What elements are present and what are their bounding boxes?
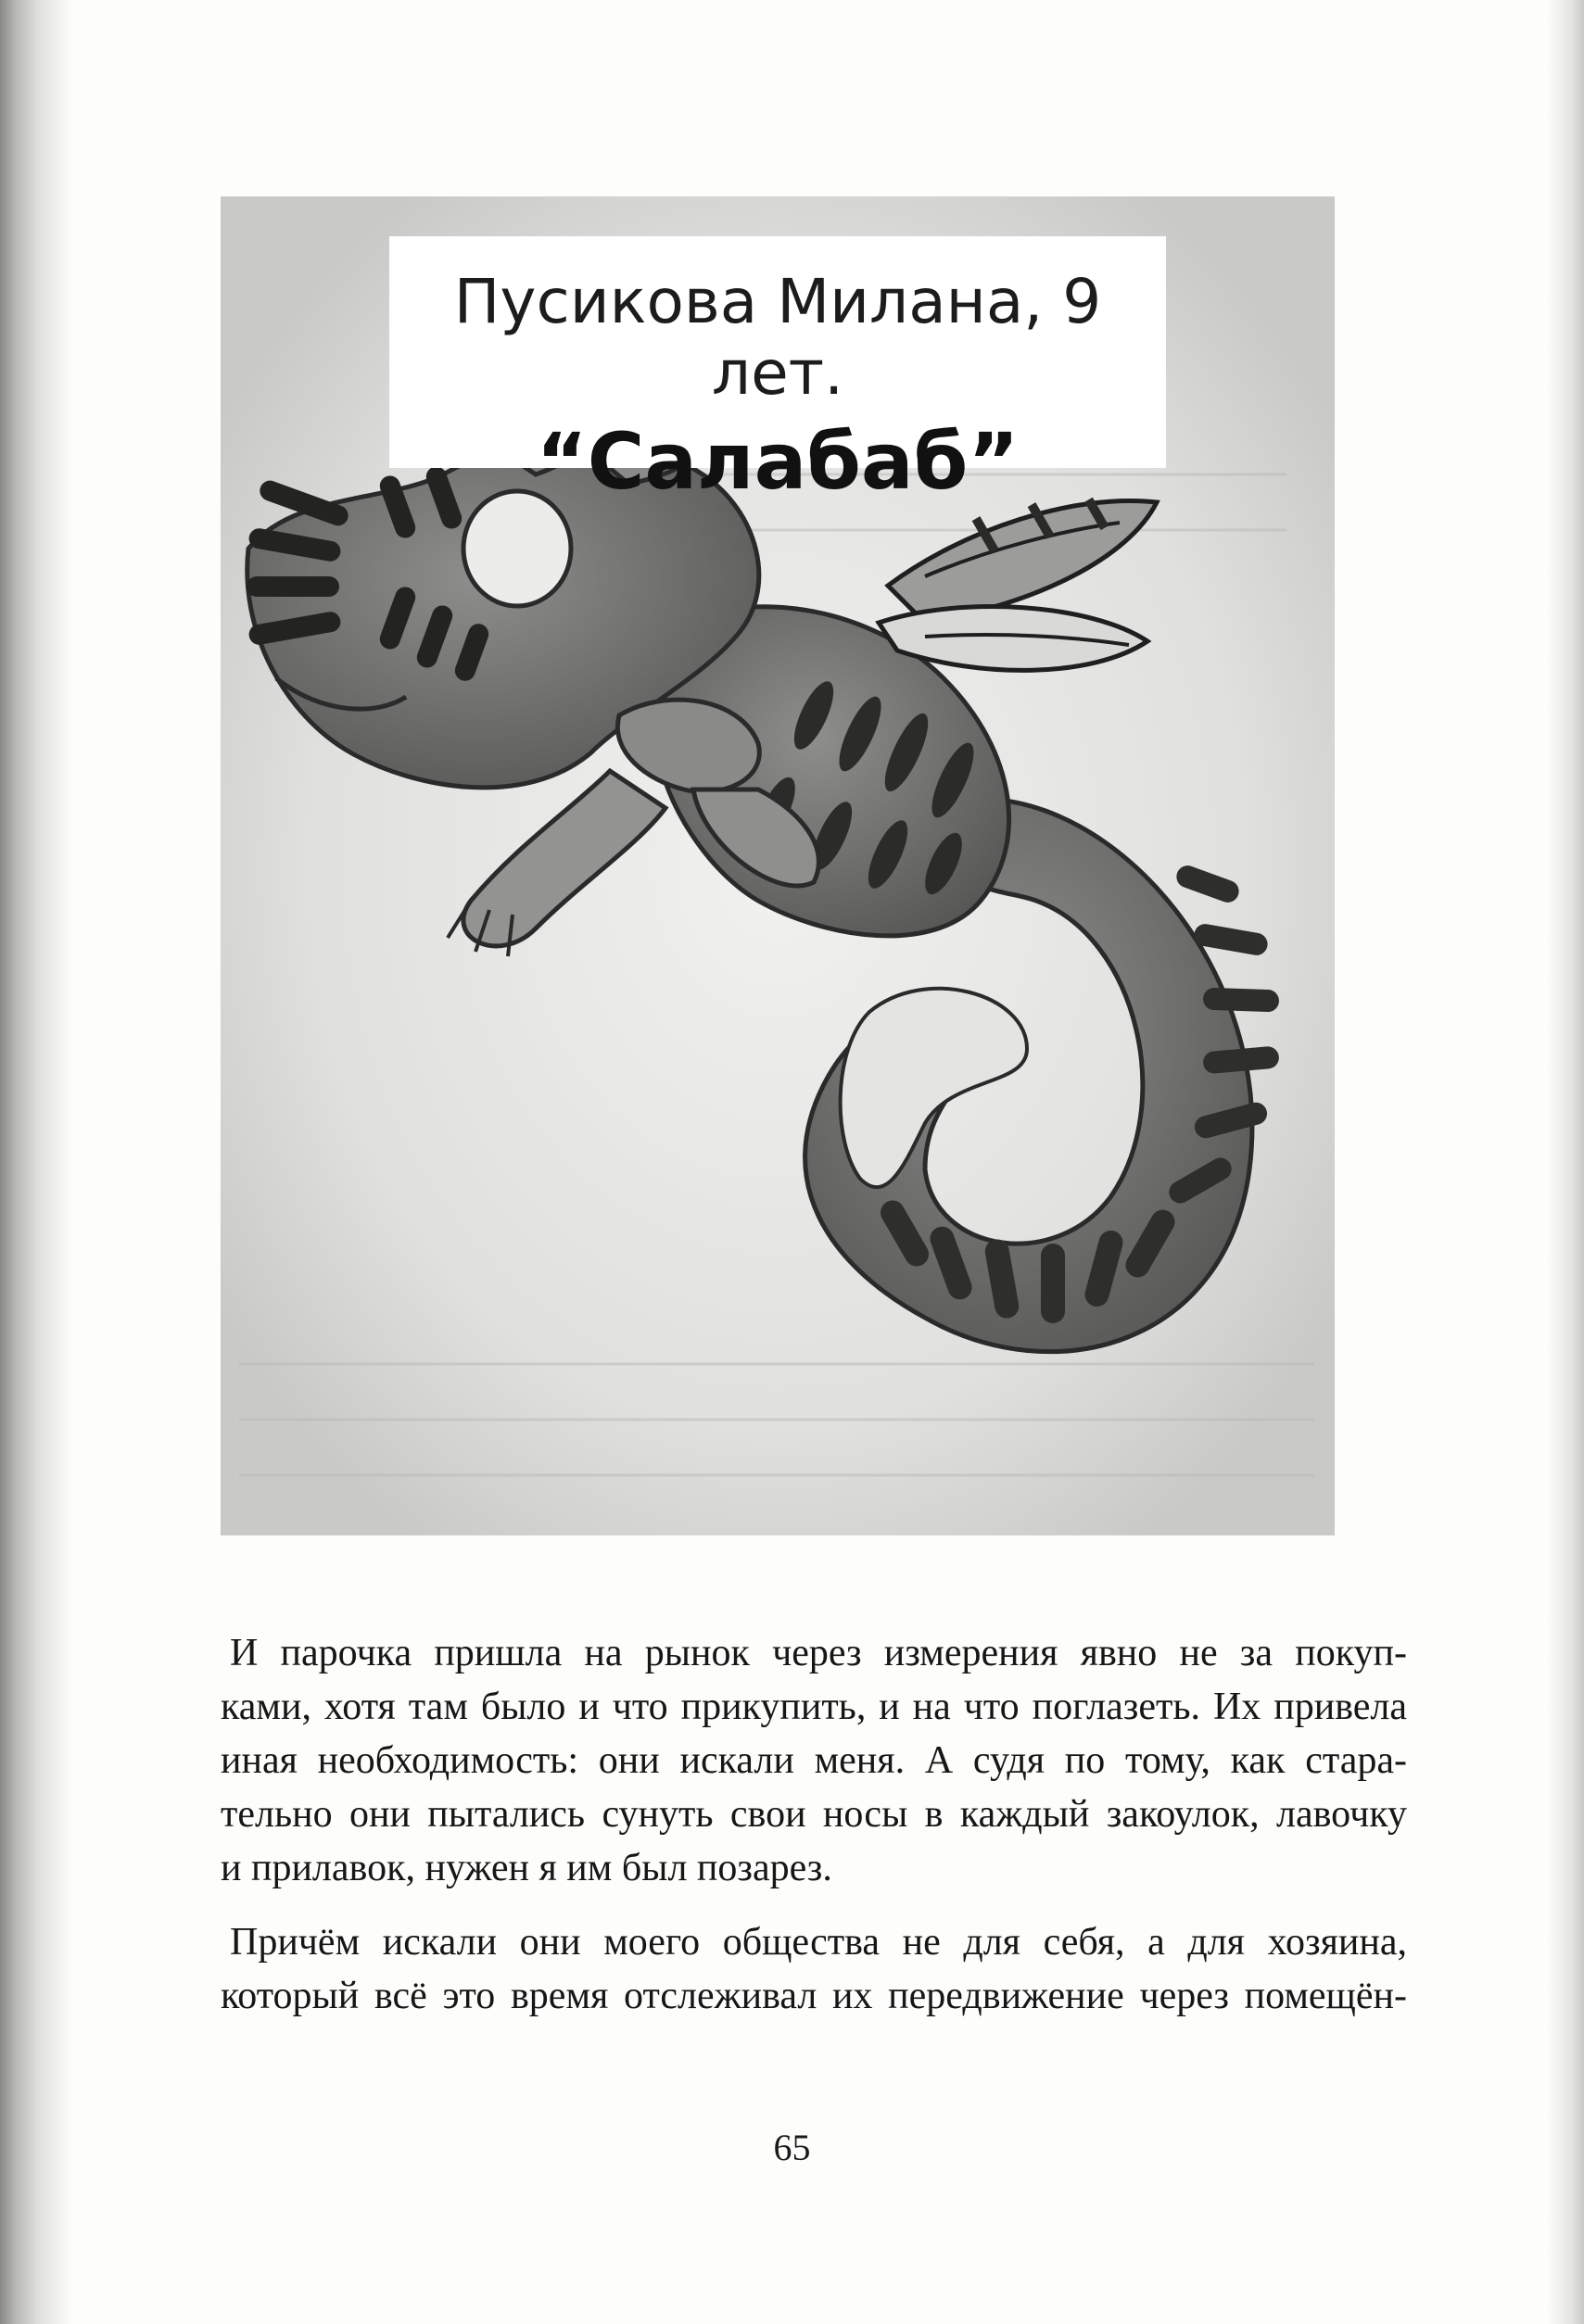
caption-author: Пусикова Милана, 9 лет. xyxy=(453,266,1102,409)
text-line: Причём искали они моего общества не для себя, а для хозяина, xyxy=(230,1921,1407,1964)
paragraph-1 xyxy=(221,1626,1407,1895)
text-line: ками, хотя там было и что прикупить, и на что поглазеть. Их привела xyxy=(221,1686,1407,1728)
text-line: иная необходимость: они искали меня. А судя по тому, как стара- xyxy=(221,1739,1407,1782)
caption-title: “Салабаб” xyxy=(536,416,1020,507)
child-drawing-illustration xyxy=(221,196,1335,1535)
text-line: И парочка пришла на рынок через измерения явно не за покуп- xyxy=(230,1632,1407,1674)
text-line: который всё это время отслеживал их передвижение через помещён- xyxy=(221,1975,1407,2017)
page-number: 65 xyxy=(773,2127,811,2168)
paragraph-2 xyxy=(221,1915,1407,2023)
text-line: тельно они пытались сунуть свои носы в каждый закоулок, лавочку xyxy=(221,1793,1407,1836)
text-line: и прилавок, нужен я им был позарез. xyxy=(221,1847,832,1889)
page-edge-shadow xyxy=(1547,0,1584,2324)
book-spine-shadow xyxy=(0,0,72,2324)
illustration-caption xyxy=(389,236,1166,507)
body-text xyxy=(221,1626,1407,2023)
